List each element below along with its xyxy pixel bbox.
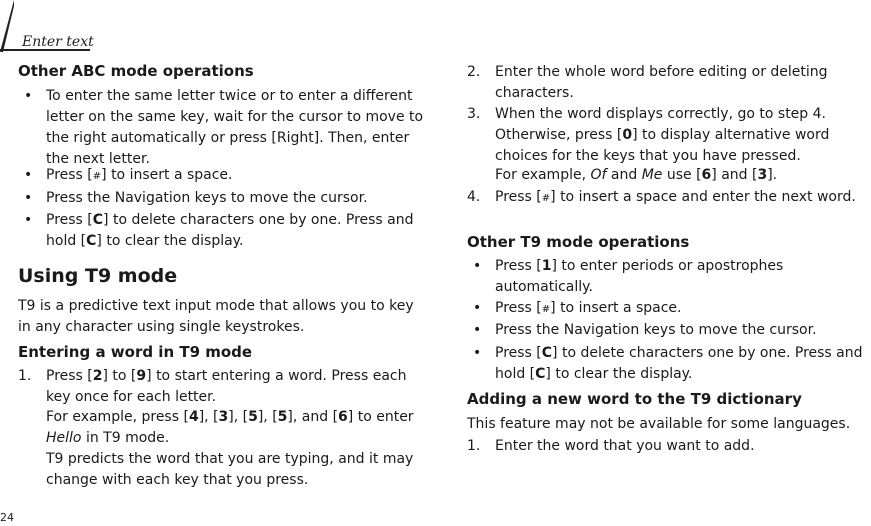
header-accent-shape [0,0,14,52]
list-item: • Press [C] to delete characters one by one. Press and hold [C] to clear the display. [473,345,863,382]
list-item: • Press the Navigation keys to move the cursor. [495,320,865,341]
step-number: 2. [467,64,481,80]
t9-intro: T9 is a predictive text input mode that allows you to key in any character using single keystrokes. [18,298,414,335]
dictionary-heading: Adding a new word to the T9 dictionary [467,390,802,408]
bullet: • [473,258,482,274]
t9-operations-heading: Other T9 mode operations [467,233,690,251]
list-item: 1. Enter the word that you want to add. [495,436,865,457]
page-header-title: Enter text [22,34,94,50]
page-number: 24 [0,511,14,524]
bullet: • [473,345,482,361]
dictionary-intro: This feature may not be available for some languages. [467,416,851,432]
list-item: • Press [#] to insert a space. [46,165,426,187]
step-number: 4. [467,189,481,205]
list-item: • Press the Navigation keys to move the cursor. [46,188,426,209]
step-number: 3. [467,106,481,122]
bullet: • [24,167,33,183]
hash-key-glyph: # [541,193,551,204]
bullet: • [24,190,33,206]
step-example: For example, Of and Me use [6] and [3]. [495,167,778,183]
list-item: • To enter the same letter twice or to enter a different letter on the same key, wait for the cursor to move to the right automatically or press [Right]. Then, enter the next letter. [24,88,424,167]
t9-section-title: Using T9 mode [18,265,178,287]
list-item: 3. When the word displays correctly, go to step 4. Otherwise, press [0] to display alternative word choices for the keys that you have pressed. [467,106,830,164]
bullet: • [24,88,33,104]
header-accent-bar [0,0,14,52]
list-item: 1. Press [2] to [9] to start entering a word. Press each key once for each letter. [18,368,407,405]
bullet: • [24,212,33,228]
list-item: 4. Press [#] to insert a space and enter the next word. [495,187,865,209]
step-number: 1. [18,368,32,384]
list-item: • Press [#] to insert a space. [495,298,865,320]
list-item: • Press [C] to delete characters one by one. Press and hold [C] to clear the display. [24,212,414,249]
bullet: • [473,300,482,316]
entering-word-heading: Entering a word in T9 mode [18,343,253,361]
abc-operations-heading: Other ABC mode operations [18,62,254,80]
bullet: • [473,322,482,338]
step-note: T9 predicts the word that you are typing, and it may change with each key that you press. [46,451,414,488]
list-item: 2. Enter the whole word before editing or deleting characters. [467,64,828,101]
step-example: For example, press [4], [3], [5], [5], and [6] to enter Hello in T9 mode. [46,409,414,446]
list-item: • Press [1] to enter periods or apostrophes automatically. [473,258,784,295]
step-number: 1. [467,438,481,454]
hash-key-glyph: # [92,171,102,182]
hash-key-glyph: # [541,304,551,315]
